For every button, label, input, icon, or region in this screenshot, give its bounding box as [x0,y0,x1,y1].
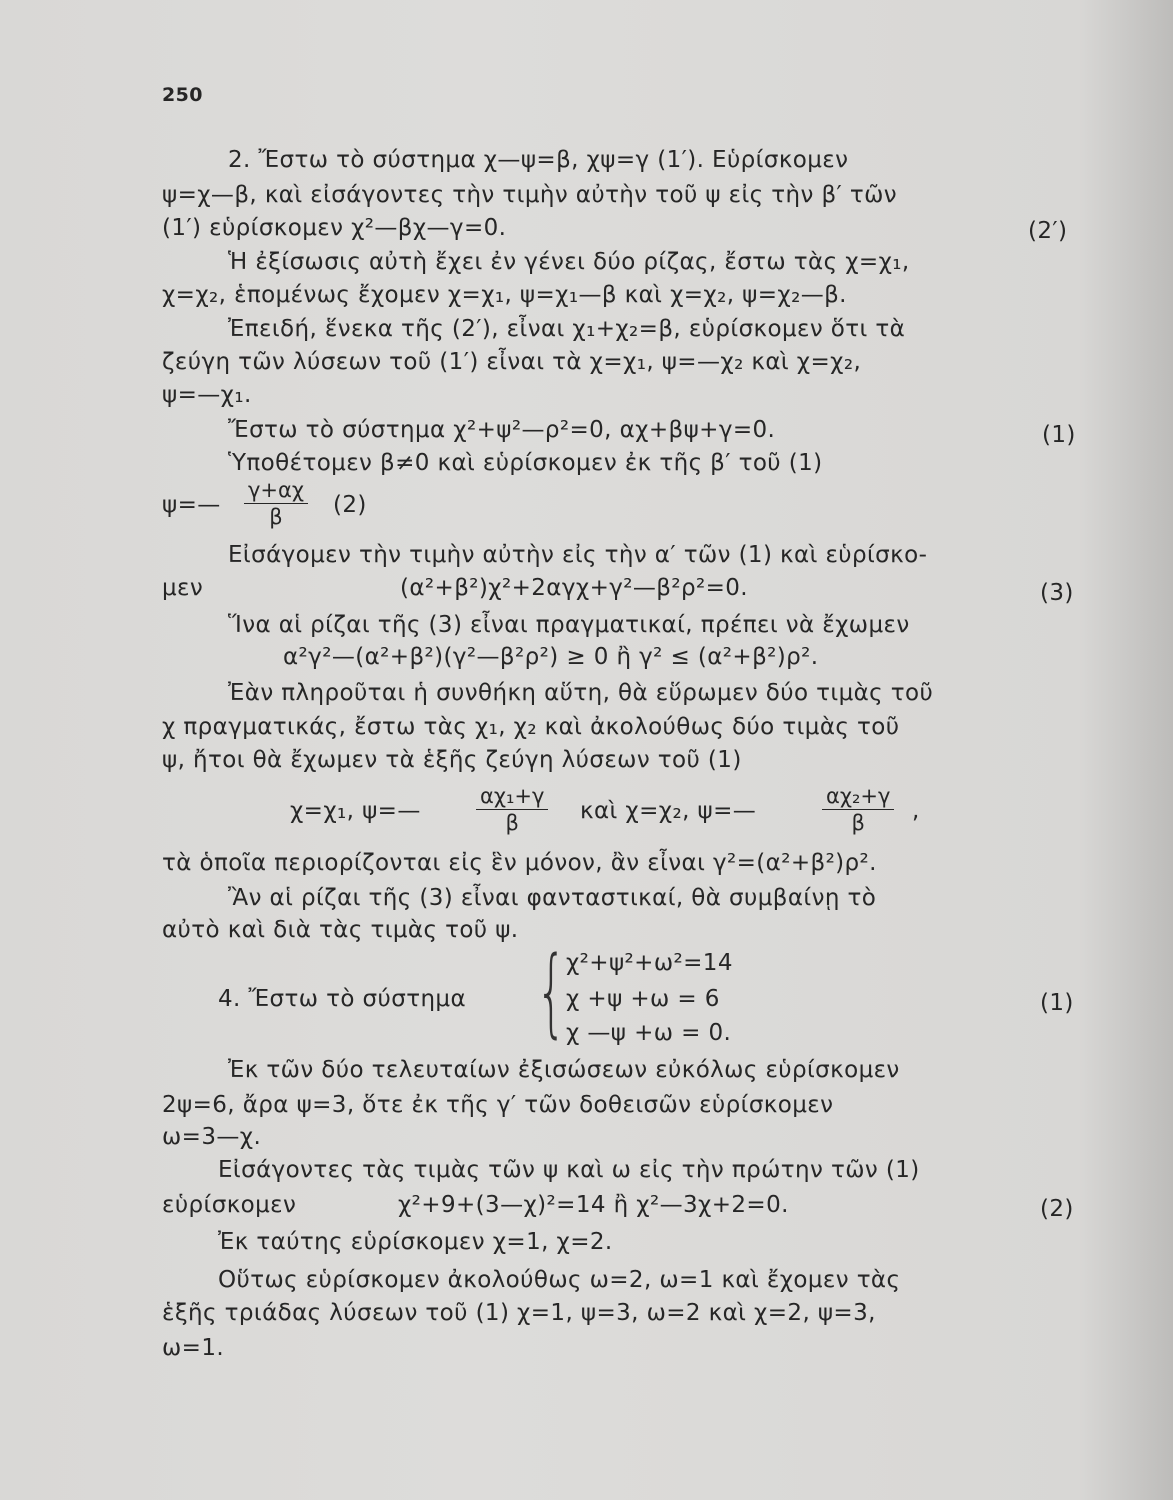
text-line: Ἡ ἐξίσωσις αὐτὴ ἔχει ἐν γένει δύο ρίζας, ἔστω τὰς χ=χ₁, [228,249,910,275]
text-line: Εἰσάγομεν τὴν τιμὴν αὐτὴν εἰς τὴν α′ τῶν (1) καὶ εὑρίσκο- [228,542,928,568]
system-equation: χ²+ψ²+ω²=14 [566,950,733,976]
text-line: Ἐπειδή, ἕνεκα τῆς (2′), εἶναι χ₁+χ₂=β, εὑρίσκομεν ὅτι τὰ [228,316,906,342]
equation-number: (2) [333,492,367,518]
fraction-denominator: β [269,505,283,529]
text-line: χ=χ₂, ἑπομένως ἔχομεν χ=χ₁, ψ=χ₁—β καὶ χ=χ₂, ψ=χ₂—β. [162,282,847,308]
text-line: ψ=—χ₁. [162,382,252,408]
text-line: μεν [162,575,204,601]
equation: καὶ χ=χ₂, ψ=— [580,798,757,824]
fraction [476,783,548,836]
text-line: Οὕτως εὑρίσκομεν ἀκολούθως ω=2, ω=1 καὶ ἔχομεν τὰς [218,1267,901,1293]
text-line: ζεύγη τῶν λύσεων τοῦ (1′) εἶναι τὰ χ=χ₁, ψ=—χ₂ καὶ χ=χ₂, [162,349,862,375]
text-line: ψ=χ—β, καὶ εἰσάγοντες τὴν τιμὴν αὐτὴν τοῦ ψ εἰς τὴν β′ τῶν [162,182,898,208]
fraction [244,477,308,530]
brace-icon: { [536,936,567,1048]
system-equation: χ +ψ +ω = 6 [566,986,720,1012]
fraction-denominator: β [505,811,519,835]
fraction-numerator: αχ₂+γ [822,783,894,810]
equation: χ²+9+(3—χ)²=14 ἢ χ²—3χ+2=0. [398,1192,789,1218]
equation-number: (3) [1040,580,1074,606]
equation: χ=χ₁, ψ=— [290,798,421,824]
fraction-numerator: αχ₁+γ [476,783,548,810]
text-line: 2. Ἔστω τὸ σύστημα χ—ψ=β, χψ=γ (1′). Εὑρίσκομεν [228,147,849,173]
page-number: 250 [162,84,203,106]
text-line: Ἵνα αἱ ρίζαι τῆς (3) εἶναι πραγματικαί, πρέπει νὰ ἔχωμεν [228,612,910,638]
fraction-numerator: γ+αχ [244,477,308,504]
equation-number: (1) [1040,990,1074,1016]
text-line: 4. Ἔστω τὸ σύστημα [218,986,467,1012]
text-line: Ἔστω τὸ σύστημα χ²+ψ²—ρ²=0, αχ+βψ+γ=0. [228,417,776,443]
text-line: Ἐκ τῶν δύο τελευταίων ἐξισώσεων εὐκόλως εὑρίσκομεν [228,1057,900,1083]
text-line: χ πραγματικάς, ἔστω τὰς χ₁, χ₂ καὶ ἀκολούθως δύο τιμὰς τοῦ [162,714,900,740]
fraction-denominator: β [851,811,865,835]
equation: (α²+β²)χ²+2αγχ+γ²—β²ρ²=0. [400,575,749,601]
text-line: Ἐκ ταύτης εὑρίσκομεν χ=1, χ=2. [218,1229,613,1255]
text-line: Ἂν αἱ ρίζαι τῆς (3) εἶναι φανταστικαί, θὰ συμβαίνῃ τὸ [228,885,877,911]
fraction [822,783,894,836]
text-line: τὰ ὁποῖα περιορίζονται εἰς ἓν μόνον, ἂν εἶναι γ²=(α²+β²)ρ². [162,850,877,876]
equation-number: (2′) [1028,218,1068,244]
equation: α²γ²—(α²+β²)(γ²—β²ρ²) ≥ 0 ἢ γ² ≤ (α²+β²)ρ². [283,644,819,670]
text-line: Εἰσάγοντες τὰς τιμὰς τῶν ψ καὶ ω εἰς τὴν πρώτην τῶν (1) [218,1157,920,1183]
text-line: αὐτὸ καὶ διὰ τὰς τιμὰς τοῦ ψ. [162,917,519,943]
system-equation: χ —ψ +ω = 0. [566,1020,732,1046]
text-line: ψ=— [162,492,221,518]
text-line: ω=3—χ. [162,1124,262,1150]
text-line: εὑρίσκομεν [162,1192,297,1218]
text-line: (1′) εὑρίσκομεν χ²—βχ—γ=0. [162,215,507,241]
text-line: ω=1. [162,1335,225,1361]
text-line: Ὑποθέτομεν β≠0 καὶ εὑρίσκομεν ἐκ τῆς β′ τοῦ (1) [228,450,823,476]
equation-number: (1) [1042,422,1076,448]
equation-number: (2) [1040,1196,1074,1222]
text-line: ψ, ἤτοι θὰ ἔχωμεν τὰ ἑξῆς ζεύγη λύσεων τοῦ (1) [162,747,742,773]
text-line: 2ψ=6, ἄρα ψ=3, ὅτε ἐκ τῆς γ′ τῶν δοθεισῶν εὑρίσκομεν [162,1092,834,1118]
punctuation: , [912,798,920,824]
text-line: ἑξῆς τριάδας λύσεων τοῦ (1) χ=1, ψ=3, ω=2 καὶ χ=2, ψ=3, [162,1300,876,1326]
text-line: Ἐὰν πληροῦται ἡ συνθήκη αὕτη, θὰ εὕρωμεν δύο τιμὰς τοῦ [228,680,934,706]
